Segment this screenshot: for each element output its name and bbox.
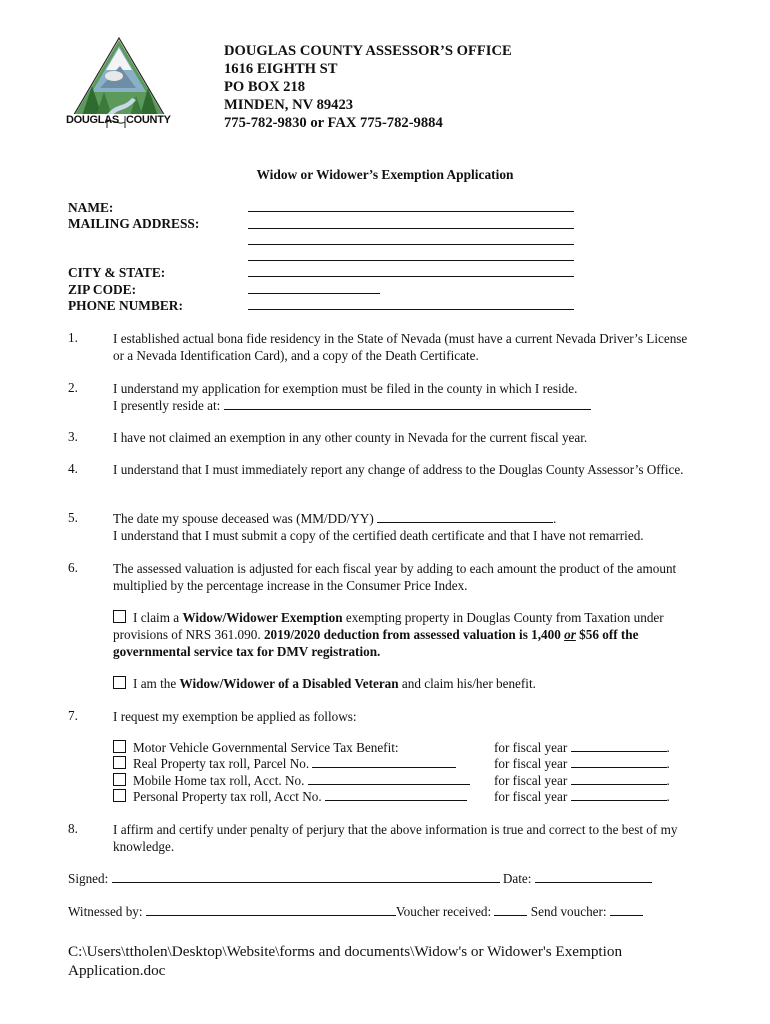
mailing-address-field-2[interactable]: [248, 244, 574, 245]
item-3-text: I have not claimed an exemption in any other county in Nevada for the current fiscal year.: [113, 430, 588, 445]
fiscal-year-field[interactable]: [571, 789, 667, 801]
item-number: 4.: [68, 461, 78, 476]
option-motor-vehicle: [113, 740, 399, 757]
county-logo: [66, 36, 172, 130]
deceased-date-field[interactable]: [377, 511, 553, 523]
city-state-field[interactable]: [248, 276, 574, 277]
office-header: [224, 42, 512, 132]
option-label: Mobile Home tax roll, Acct. No.: [133, 773, 305, 788]
office-street: 1616 EIGHTH ST: [224, 61, 338, 77]
reside-label: I presently reside at:: [113, 398, 221, 413]
claim-bold-text: 2019/2020 deduction from assessed valuation is 1,400: [263, 627, 565, 642]
item-6-text: The assessed valuation is adjusted for each fiscal year by adding to each amount the product of the amount multiplied by the percentage increase in the Consumer Price Index.: [113, 561, 677, 593]
voucher-received-field[interactable]: [494, 904, 527, 916]
fiscal-year-row: for fiscal year .: [494, 789, 670, 804]
name-label: NAME:: [68, 200, 114, 215]
motor-vehicle-checkbox[interactable]: [113, 740, 126, 753]
phone-number-field[interactable]: [248, 309, 574, 310]
date-field[interactable]: [535, 871, 652, 883]
phone-number-label: PHONE NUMBER:: [68, 298, 183, 313]
item-number: 1.: [68, 330, 78, 345]
fiscal-year-field[interactable]: [571, 740, 667, 752]
item-number: 7.: [68, 708, 78, 723]
office-name: DOUGLAS COUNTY ASSESSOR’S OFFICE: [224, 43, 512, 59]
personal-property-checkbox[interactable]: [113, 789, 126, 802]
reside-at-field[interactable]: [224, 398, 591, 410]
option-mobile-home: [113, 773, 470, 790]
claim-bold-text: Widow/Widower Exemption: [182, 610, 343, 625]
widow-exemption-checkbox[interactable]: [113, 610, 126, 623]
deceased-date-period: .: [553, 511, 557, 526]
fiscal-year-label: for fiscal year: [494, 789, 568, 804]
signature-field[interactable]: [112, 871, 500, 883]
option-real-property: [113, 756, 456, 773]
item-2-line-2: [113, 397, 693, 414]
personal-property-acct-field[interactable]: [325, 789, 467, 801]
item-5-line-1: [113, 510, 693, 527]
option-label: Motor Vehicle Governmental Service Tax Benefit:: [133, 740, 399, 755]
disabled-veteran-checkbox[interactable]: [113, 676, 126, 689]
widow-exemption-claim: [113, 609, 693, 660]
item-2-text: [113, 380, 693, 414]
fiscal-year-label: for fiscal year: [494, 756, 568, 771]
item-number: 3.: [68, 429, 78, 444]
office-phone: 775-782-9830 or FAX 775-782-9884: [224, 115, 443, 131]
signed-label: Signed:: [68, 871, 109, 886]
mailing-address-field-1[interactable]: [248, 228, 574, 229]
voucher-received-label: Voucher received:: [395, 904, 492, 919]
item-2-line-1: I understand my application for exemption must be filed in the county in which I reside.: [113, 381, 578, 396]
item-4-text: I understand that I must immediately report any change of address to the Douglas County Assessor’s Office.: [113, 462, 684, 477]
office-city: MINDEN, NV 89423: [224, 97, 354, 113]
send-voucher-field[interactable]: [610, 904, 643, 916]
claim-bold-text: $56 off the governmental service tax for DMV registration.: [113, 627, 639, 659]
claim-text: I am the: [133, 676, 180, 691]
item-number: 6.: [68, 560, 78, 575]
city-state-label: CITY & STATE:: [68, 265, 166, 280]
item-number: 2.: [68, 380, 78, 395]
logo-right-text: COUNTY: [126, 114, 171, 126]
fiscal-year-label: for fiscal year: [494, 773, 568, 788]
logo-left-text: DOUGLAS: [66, 114, 119, 126]
item-7-text: I request my exemption be applied as follows:: [113, 709, 357, 724]
item-8-text: I affirm and certify under penalty of perjury that the above information is true and correct to the best of my knowledge.: [113, 822, 678, 854]
disabled-veteran-claim: [113, 675, 693, 692]
fiscal-year-row: for fiscal year .: [494, 756, 670, 771]
fiscal-year-field[interactable]: [571, 756, 667, 768]
signature-row: [68, 871, 652, 887]
witnessed-label: Witnessed by:: [68, 904, 143, 919]
zip-code-label: ZIP CODE:: [68, 282, 137, 297]
mobile-home-checkbox[interactable]: [113, 773, 126, 786]
item-1-text: I established actual bona fide residency in the State of Nevada (must have a current Nevada Driver’s License or a Nevada Identification Card), and a copy of the Death Certificate.: [113, 331, 688, 363]
claim-text: and claim his/her benefit.: [398, 676, 536, 691]
zip-code-field[interactable]: [248, 293, 380, 294]
claim-text: exempting property in Douglas County from Taxation under provisions of NRS 361.090.: [113, 610, 664, 642]
witness-field[interactable]: [146, 904, 396, 916]
item-number: 5.: [68, 510, 78, 525]
claim-bold-text: Widow/Widower of a Disabled Veteran: [179, 676, 399, 691]
witness-row: [68, 904, 643, 920]
fiscal-year-row: for fiscal year .: [494, 740, 670, 755]
item-5-text: [113, 510, 693, 544]
form-title: Widow or Widower’s Exemption Application: [256, 167, 514, 182]
parcel-number-field[interactable]: [312, 756, 456, 768]
name-field[interactable]: [248, 211, 574, 212]
send-voucher-label: Send voucher:: [530, 904, 607, 919]
deceased-date-label: The date my spouse deceased was (MM/DD/YY): [113, 511, 374, 526]
office-po-box: PO BOX 218: [224, 79, 306, 95]
file-path-footer: C:\Users\ttholen\Desktop\Website\forms and documents\Widow's or Widower's Exemption Application.doc: [68, 943, 623, 979]
option-label: Personal Property tax roll, Acct No.: [133, 789, 322, 804]
real-property-checkbox[interactable]: [113, 756, 126, 769]
fiscal-year-row: for fiscal year .: [494, 773, 670, 788]
claim-text: I claim a: [133, 610, 183, 625]
option-personal-property: [113, 789, 467, 806]
mailing-address-label: MAILING ADDRESS:: [68, 216, 200, 231]
fiscal-year-field[interactable]: [571, 773, 667, 785]
item-number: 8.: [68, 821, 78, 836]
claim-or-text: or: [564, 627, 576, 642]
item-5-line-2: I understand that I must submit a copy of the certified death certificate and that I have not remarried.: [113, 528, 644, 543]
date-label: Date:: [502, 871, 532, 886]
fiscal-year-label: for fiscal year: [494, 740, 568, 755]
option-label: Real Property tax roll, Parcel No.: [133, 756, 310, 771]
mobile-home-acct-field[interactable]: [308, 773, 470, 785]
mailing-address-field-3[interactable]: [248, 260, 574, 261]
